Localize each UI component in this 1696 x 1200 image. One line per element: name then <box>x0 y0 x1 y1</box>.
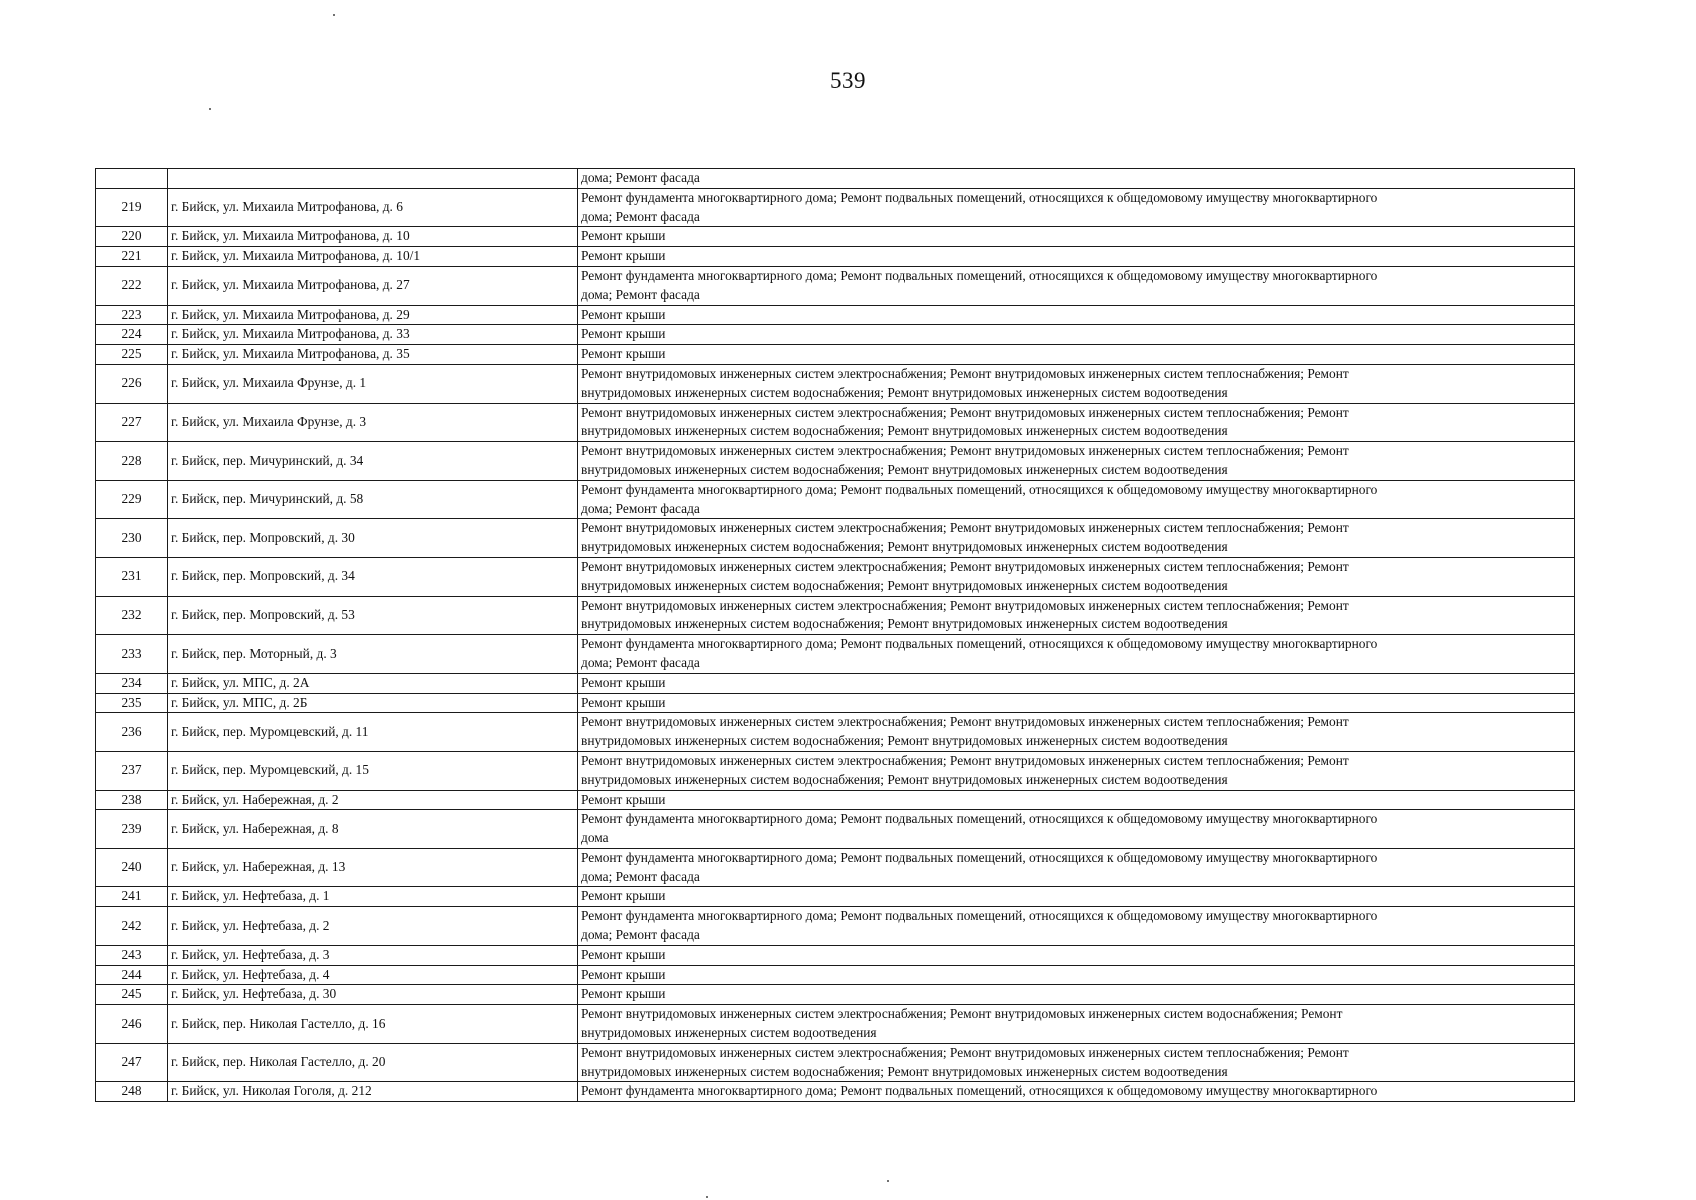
repair-works-line: Ремонт фундамента многоквартирного дома; Ремонт подвальных помещений, относящихся к общедомовому имуществу многоквартирного <box>581 267 1378 283</box>
repair-works-line: Ремонт крыши <box>581 966 666 982</box>
repair-works-cell <box>578 345 1575 365</box>
building-address: г. Бийск, ул. Нефтебаза, д. 30 <box>168 985 578 1005</box>
repair-works-cell <box>578 907 1575 946</box>
repair-works-cell <box>578 247 1575 267</box>
repair-works-line: дома; Ремонт фасада <box>581 170 700 185</box>
table-row <box>96 673 1575 693</box>
building-address: г. Бийск, ул. Михаила Фрунзе, д. 3 <box>168 403 578 442</box>
row-number: 222 <box>96 266 168 305</box>
row-number: 225 <box>96 345 168 365</box>
row-number: 231 <box>96 557 168 596</box>
repair-works-cell <box>578 169 1575 189</box>
building-address: г. Бийск, пер. Муромцевский, д. 15 <box>168 751 578 790</box>
row-number: 240 <box>96 848 168 887</box>
row-number: 219 <box>96 188 168 227</box>
repair-works-cell <box>578 305 1575 325</box>
repair-works-line: Ремонт крыши <box>581 248 666 264</box>
building-address: г. Бийск, ул. Нефтебаза, д. 3 <box>168 945 578 965</box>
scan-speck <box>209 108 211 110</box>
building-address: г. Бийск, ул. Набережная, д. 13 <box>168 848 578 887</box>
table-row <box>96 480 1575 519</box>
table-row <box>96 848 1575 887</box>
repair-works-line: Ремонт крыши <box>581 674 666 690</box>
repair-works-line: Ремонт фундамента многоквартирного дома; Ремонт подвальных помещений, относящихся к общедомовому имуществу многоквартирного <box>581 189 1378 205</box>
table-row <box>96 345 1575 365</box>
repair-works-cell <box>578 596 1575 635</box>
row-number: 243 <box>96 945 168 965</box>
repair-works-cell <box>578 1005 1575 1044</box>
row-number: 228 <box>96 442 168 481</box>
page-number: 539 <box>830 68 866 93</box>
row-number: 220 <box>96 227 168 247</box>
table-row <box>96 403 1575 442</box>
repair-works-line: Ремонт внутридомовых инженерных систем электроснабжения; Ремонт внутридомовых инженерных систем теплоснабжения; Ремонт <box>581 443 1349 459</box>
table-row <box>96 945 1575 965</box>
table-row <box>96 1005 1575 1044</box>
repair-works-line: внутридомовых инженерных систем водоснабжения; Ремонт внутридомовых инженерных систем водоотведения <box>581 461 1228 477</box>
building-address: г. Бийск, ул. Михаила Митрофанова, д. 10 <box>168 227 578 247</box>
row-number: 230 <box>96 519 168 558</box>
row-number: 236 <box>96 713 168 752</box>
building-address: г. Бийск, ул. Набережная, д. 2 <box>168 790 578 810</box>
building-address: г. Бийск, ул. Нефтебаза, д. 2 <box>168 907 578 946</box>
table-row <box>96 305 1575 325</box>
scan-speck <box>333 14 335 16</box>
repair-works-line: Ремонт внутридомовых инженерных систем электроснабжения; Ремонт внутридомовых инженерных систем теплоснабжения; Ремонт <box>581 1044 1349 1060</box>
repair-works-line: Ремонт фундамента многоквартирного дома; Ремонт подвальных помещений, относящихся к общедомовому имуществу многоквартирного <box>581 908 1378 924</box>
row-number: 234 <box>96 673 168 693</box>
repair-works-cell <box>578 266 1575 305</box>
table-row <box>96 325 1575 345</box>
row-number: 226 <box>96 364 168 403</box>
repair-works-cell <box>578 442 1575 481</box>
repair-works-line: Ремонт крыши <box>581 228 666 244</box>
table-row <box>96 887 1575 907</box>
repair-works-line: Ремонт крыши <box>581 346 666 362</box>
repair-works-line: внутридомовых инженерных систем водоснабжения; Ремонт внутридомовых инженерных систем водоотведения <box>581 539 1228 555</box>
repair-works-cell <box>578 188 1575 227</box>
repair-works-cell <box>578 403 1575 442</box>
table-row <box>96 985 1575 1005</box>
row-number: 241 <box>96 887 168 907</box>
building-address: г. Бийск, ул. Михаила Митрофанова, д. 35 <box>168 345 578 365</box>
repair-works-line: Ремонт внутридомовых инженерных систем электроснабжения; Ремонт внутридомовых инженерных систем теплоснабжения; Ремонт <box>581 597 1349 613</box>
repair-works-cell <box>578 1043 1575 1082</box>
repair-works-cell <box>578 887 1575 907</box>
table-row <box>96 693 1575 713</box>
building-address: г. Бийск, ул. Михаила Митрофанова, д. 33 <box>168 325 578 345</box>
repair-works-cell <box>578 480 1575 519</box>
repair-works-line: внутридомовых инженерных систем водоснабжения; Ремонт внутридомовых инженерных систем водоотведения <box>581 384 1228 400</box>
table-row <box>96 364 1575 403</box>
table-row <box>96 965 1575 985</box>
repair-works-cell <box>578 945 1575 965</box>
repair-works-line: Ремонт крыши <box>581 986 666 1002</box>
repair-works-line: дома; Ремонт фасада <box>581 208 700 224</box>
row-number: 223 <box>96 305 168 325</box>
row-number: 235 <box>96 693 168 713</box>
building-address: г. Бийск, ул. Михаила Фрунзе, д. 1 <box>168 364 578 403</box>
table-row <box>96 266 1575 305</box>
repair-works-line: Ремонт крыши <box>581 888 666 904</box>
building-address: г. Бийск, пер. Мичуринский, д. 34 <box>168 442 578 481</box>
row-number: 233 <box>96 635 168 674</box>
repair-works-line: внутридомовых инженерных систем водоснабжения; Ремонт внутридомовых инженерных систем водоотведения <box>581 1063 1228 1079</box>
table-row <box>96 557 1575 596</box>
row-number: 232 <box>96 596 168 635</box>
repair-works-line: Ремонт внутридомовых инженерных систем электроснабжения; Ремонт внутридомовых инженерных систем теплоснабжения; Ремонт <box>581 365 1349 381</box>
building-address: г. Бийск, ул. МПС, д. 2Б <box>168 693 578 713</box>
row-number <box>96 169 168 189</box>
table-row <box>96 907 1575 946</box>
table-row <box>96 1082 1575 1102</box>
repair-works-line: Ремонт фундамента многоквартирного дома; Ремонт подвальных помещений, относящихся к общедомовому имуществу многоквартирного <box>581 636 1378 652</box>
building-address: г. Бийск, ул. Нефтебаза, д. 4 <box>168 965 578 985</box>
registry-body <box>96 169 1575 1102</box>
building-address: г. Бийск, пер. Муромцевский, д. 11 <box>168 713 578 752</box>
table-row <box>96 810 1575 849</box>
repair-works-line: дома; Ремонт фасада <box>581 500 700 516</box>
repair-works-line: внутридомовых инженерных систем водоснабжения; Ремонт внутридомовых инженерных систем водоотведения <box>581 616 1228 632</box>
table-row <box>96 442 1575 481</box>
row-number: 229 <box>96 480 168 519</box>
repair-works-cell <box>578 673 1575 693</box>
repair-works-line: Ремонт внутридомовых инженерных систем электроснабжения; Ремонт внутридомовых инженерных систем теплоснабжения; Ремонт <box>581 558 1349 574</box>
repair-works-line: внутридомовых инженерных систем водоснабжения; Ремонт внутридомовых инженерных систем водоотведения <box>581 771 1228 787</box>
repair-works-cell <box>578 693 1575 713</box>
repair-works-cell <box>578 713 1575 752</box>
repair-works-line: Ремонт фундамента многоквартирного дома; Ремонт подвальных помещений, относящихся к общедомовому имуществу многоквартирного <box>581 1083 1378 1099</box>
row-number: 247 <box>96 1043 168 1082</box>
building-address: г. Бийск, пер. Мопровский, д. 34 <box>168 557 578 596</box>
repair-works-line: Ремонт фундамента многоквартирного дома; Ремонт подвальных помещений, относящихся к общедомовому имуществу многоквартирного <box>581 481 1378 497</box>
repair-works-cell <box>578 965 1575 985</box>
row-number: 245 <box>96 985 168 1005</box>
repair-works-cell <box>578 325 1575 345</box>
building-address: г. Бийск, ул. Михаила Митрофанова, д. 27 <box>168 266 578 305</box>
row-number: 224 <box>96 325 168 345</box>
repair-works-cell <box>578 519 1575 558</box>
building-address: г. Бийск, пер. Николая Гастелло, д. 20 <box>168 1043 578 1082</box>
repair-works-line: дома; Ремонт фасада <box>581 868 700 884</box>
repair-registry-table <box>95 168 1575 1102</box>
table-row <box>96 188 1575 227</box>
repair-works-line: Ремонт фундамента многоквартирного дома; Ремонт подвальных помещений, относящихся к общедомовому имуществу многоквартирного <box>581 811 1378 827</box>
table-row <box>96 751 1575 790</box>
repair-works-line: внутридомовых инженерных систем водоотведения <box>581 1025 877 1041</box>
row-number: 239 <box>96 810 168 849</box>
table-row <box>96 790 1575 810</box>
table-row <box>96 227 1575 247</box>
repair-works-line: Ремонт внутридомовых инженерных систем электроснабжения; Ремонт внутридомовых инженерных систем теплоснабжения; Ремонт <box>581 404 1349 420</box>
repair-works-cell <box>578 227 1575 247</box>
row-number: 221 <box>96 247 168 267</box>
repair-works-cell <box>578 635 1575 674</box>
repair-works-line: Ремонт крыши <box>581 946 666 962</box>
building-address: г. Бийск, пер. Мопровский, д. 53 <box>168 596 578 635</box>
table-row <box>96 519 1575 558</box>
building-address: г. Бийск, пер. Мопровский, д. 30 <box>168 519 578 558</box>
repair-works-line: внутридомовых инженерных систем водоснабжения; Ремонт внутридомовых инженерных систем водоотведения <box>581 423 1228 439</box>
repair-works-line: дома <box>581 830 609 846</box>
repair-works-cell <box>578 557 1575 596</box>
repair-works-cell <box>578 364 1575 403</box>
repair-works-line: Ремонт внутридомовых инженерных систем электроснабжения; Ремонт внутридомовых инженерных систем теплоснабжения; Ремонт <box>581 714 1349 730</box>
building-address: г. Бийск, пер. Моторный, д. 3 <box>168 635 578 674</box>
repair-works-line: внутридомовых инженерных систем водоснабжения; Ремонт внутридомовых инженерных систем водоотведения <box>581 733 1228 749</box>
repair-works-cell <box>578 751 1575 790</box>
row-number: 248 <box>96 1082 168 1102</box>
table-row <box>96 247 1575 267</box>
repair-works-line: Ремонт внутридомовых инженерных систем электроснабжения; Ремонт внутридомовых инженерных систем водоснабжения; Ремонт <box>581 1006 1343 1022</box>
repair-works-line: дома; Ремонт фасада <box>581 654 700 670</box>
row-number: 227 <box>96 403 168 442</box>
repair-works-cell <box>578 985 1575 1005</box>
repair-works-cell <box>578 790 1575 810</box>
repair-works-cell <box>578 810 1575 849</box>
building-address: г. Бийск, ул. Набережная, д. 8 <box>168 810 578 849</box>
repair-works-line: Ремонт крыши <box>581 326 666 342</box>
building-address: г. Бийск, ул. Михаила Митрофанова, д. 6 <box>168 188 578 227</box>
table-row <box>96 169 1575 189</box>
scan-speck <box>706 1196 708 1198</box>
row-number: 238 <box>96 790 168 810</box>
repair-works-line: дома; Ремонт фасада <box>581 286 700 302</box>
table-row <box>96 596 1575 635</box>
table-row <box>96 635 1575 674</box>
building-address: г. Бийск, пер. Мичуринский, д. 58 <box>168 480 578 519</box>
repair-works-line: Ремонт внутридомовых инженерных систем электроснабжения; Ремонт внутридомовых инженерных систем теплоснабжения; Ремонт <box>581 752 1349 768</box>
repair-works-line: внутридомовых инженерных систем водоснабжения; Ремонт внутридомовых инженерных систем водоотведения <box>581 577 1228 593</box>
repair-works-line: Ремонт фундамента многоквартирного дома; Ремонт подвальных помещений, относящихся к общедомовому имуществу многоквартирного <box>581 849 1378 865</box>
building-address: г. Бийск, ул. Михаила Митрофанова, д. 10/1 <box>168 247 578 267</box>
repair-works-line: дома; Ремонт фасада <box>581 927 700 943</box>
table-row <box>96 713 1575 752</box>
repair-works-line: Ремонт крыши <box>581 694 666 710</box>
building-address: г. Бийск, ул. МПС, д. 2А <box>168 673 578 693</box>
building-address: г. Бийск, ул. Николая Гоголя, д. 212 <box>168 1082 578 1102</box>
building-address: г. Бийск, ул. Михаила Митрофанова, д. 29 <box>168 305 578 325</box>
row-number: 242 <box>96 907 168 946</box>
repair-works-line: Ремонт внутридомовых инженерных систем электроснабжения; Ремонт внутридомовых инженерных систем теплоснабжения; Ремонт <box>581 520 1349 536</box>
repair-works-cell <box>578 1082 1575 1102</box>
scan-speck <box>887 1180 889 1182</box>
row-number: 246 <box>96 1005 168 1044</box>
table-row <box>96 1043 1575 1082</box>
building-address: г. Бийск, пер. Николая Гастелло, д. 16 <box>168 1005 578 1044</box>
row-number: 237 <box>96 751 168 790</box>
building-address: г. Бийск, ул. Нефтебаза, д. 1 <box>168 887 578 907</box>
building-address <box>168 169 578 189</box>
repair-works-cell <box>578 848 1575 887</box>
repair-works-line: Ремонт крыши <box>581 791 666 807</box>
row-number: 244 <box>96 965 168 985</box>
repair-works-line: Ремонт крыши <box>581 306 666 322</box>
